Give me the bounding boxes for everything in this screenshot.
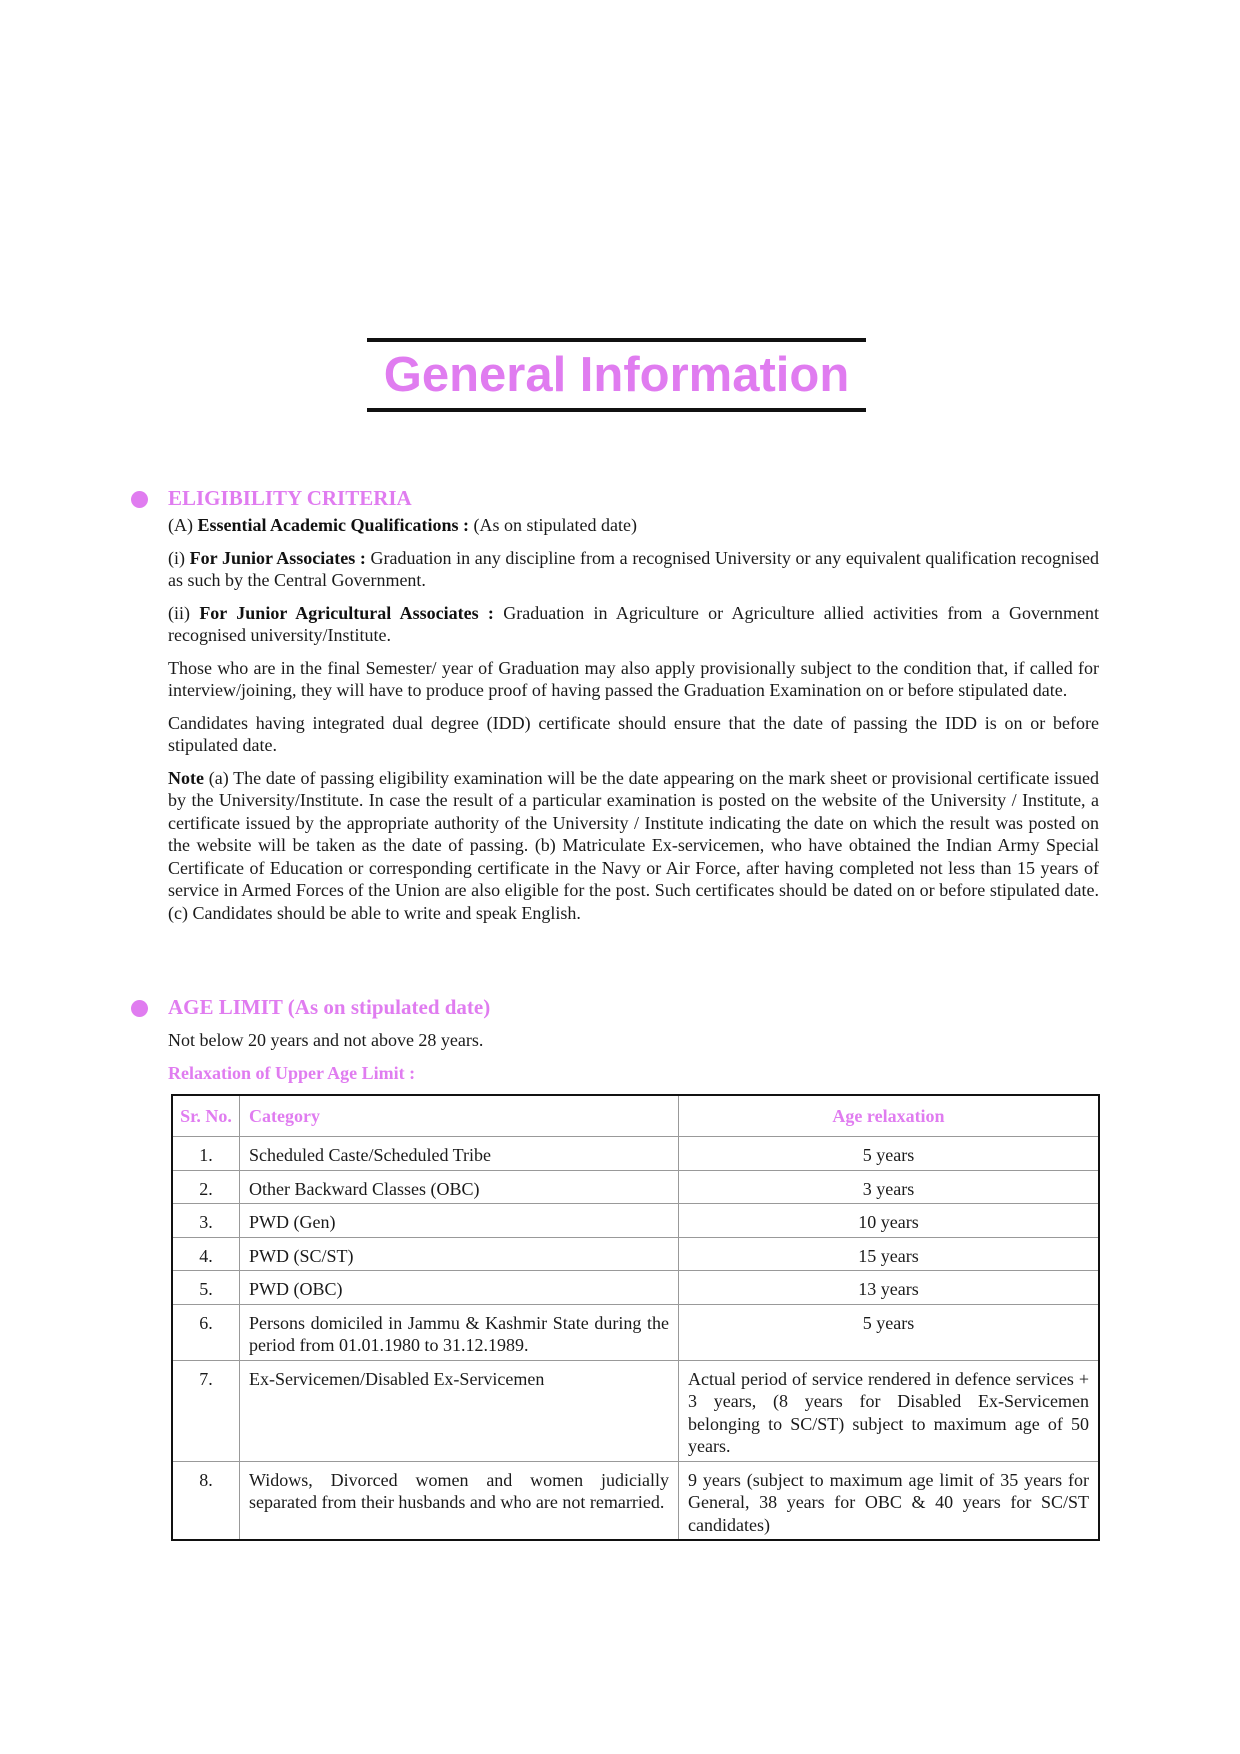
cell-sr-no: 4. <box>172 1237 240 1271</box>
table-row <box>172 1271 1099 1305</box>
item-prefix: (i) <box>168 547 190 568</box>
age-limit-heading: AGE LIMIT (As on stipulated date) <box>168 995 491 1019</box>
header-age-relaxation: Age relaxation <box>679 1095 1100 1137</box>
table-row <box>172 1204 1099 1238</box>
cell-relaxation: 9 years (subject to maximum age limit of 35 years for General, 38 years for OBC & 40 years for SC/ST candidates) <box>688 1469 1089 1535</box>
cell-sr-no: 5. <box>172 1271 240 1305</box>
table-row <box>172 1237 1099 1271</box>
table-row <box>172 1304 1099 1360</box>
bullet-icon <box>131 491 148 508</box>
cell-sr-no: 6. <box>172 1304 240 1360</box>
qualification-label: Essential Academic Qualifications : <box>197 515 469 535</box>
cell-relaxation: 13 years <box>679 1271 1100 1305</box>
cell-category: Other Backward Classes (OBC) <box>240 1170 679 1204</box>
eligibility-heading: ELIGIBILITY CRITERIA <box>168 486 412 510</box>
cell-relaxation: 5 years <box>679 1137 1100 1171</box>
item-prefix: (ii) <box>168 602 200 623</box>
bullet-icon <box>131 1000 148 1017</box>
cell-sr-no: 3. <box>172 1204 240 1238</box>
page-title-block <box>367 338 866 412</box>
cell-sr-no: 2. <box>172 1170 240 1204</box>
cell-relaxation: Actual period of service rendered in defence services + 3 years, (8 years for Disabled Ex-Servicemen belonging to SC/ST) subject to maximum age of 50 years. <box>679 1360 1100 1461</box>
age-limit-text <box>168 1029 1099 1052</box>
cell-sr-no: 1. <box>172 1137 240 1171</box>
title-top-rule <box>367 338 866 342</box>
cell-relaxation: 15 years <box>679 1237 1100 1271</box>
cell-category: PWD (Gen) <box>240 1204 679 1238</box>
item-label: For Junior Associates : <box>189 547 366 568</box>
note-text: (a) The date of passing eligibility examination will be the date appearing on the mark sheet or provisional certificate issued by the University/Institute. In case the result of a particular examination is posted on the website of the University / Institute, a certificate issued by the appropriate authority of the University / Institute indicating the date on which the result was posted on the website will be taken as the date of passing. (b) Matriculate Ex-servicemen, who have obtained the Indian Army Special Certificate of Education or corresponding certificate in the Navy or Air Force, after having completed not less than 15 years of service in Armed Forces of the Union are also eligible for the post. Such certificates should be dated on or before stipulated date. (c) Candidates should be able to write and speak English. <box>168 767 1099 923</box>
cell-sr-no: 7. <box>172 1360 240 1461</box>
table-row <box>172 1461 1099 1540</box>
cell-category: PWD (SC/ST) <box>240 1237 679 1271</box>
item-label: For Junior Agricultural Associates : <box>199 602 494 623</box>
cell-relaxation: 5 years <box>679 1304 1100 1360</box>
cell-category: Scheduled Caste/Scheduled Tribe <box>240 1137 679 1171</box>
cell-category: Widows, Divorced women and women judicially separated from their husbands and who are not remarried. <box>240 1461 679 1540</box>
junior-associates-item <box>168 547 1099 592</box>
note-paragraph <box>168 767 1099 925</box>
table-row <box>172 1170 1099 1204</box>
page-title: General Information <box>383 348 850 402</box>
table-row <box>172 1137 1099 1171</box>
item-text: Graduation in Agriculture or Agriculture allied activities from a Government recognised university/Institute. <box>168 602 1099 645</box>
eligibility-content <box>168 514 1099 924</box>
header-category: Category <box>240 1095 679 1137</box>
relaxation-heading: Relaxation of Upper Age Limit : <box>168 1063 416 1083</box>
table-row <box>172 1360 1099 1461</box>
cell-category: Ex-Servicemen/Disabled Ex-Servicemen <box>240 1360 679 1461</box>
cell-sr-no: 8. <box>172 1461 240 1540</box>
cell-relaxation: 10 years <box>679 1204 1100 1238</box>
idd-paragraph: Candidates having integrated dual degree (IDD) certificate should ensure that the date of passing the IDD is on or before stipulated date. <box>168 712 1099 755</box>
qualification-prefix: (A) <box>168 515 198 535</box>
age-relaxation-table <box>171 1094 1100 1541</box>
table-header-row <box>172 1095 1099 1137</box>
item-text: Graduation in any discipline from a recognised University or any equivalent qualification recognised as such by the Central Government. <box>168 547 1099 590</box>
cell-relaxation: 3 years <box>679 1170 1100 1204</box>
cell-category: Persons domiciled in Jammu & Kashmir State during the period from 01.01.1980 to 31.12.1989. <box>240 1304 679 1360</box>
note-label: Note <box>168 767 204 788</box>
age-limit-statement: Not below 20 years and not above 28 years. <box>168 1030 484 1050</box>
qualification-line <box>168 514 1099 537</box>
cell-category: PWD (OBC) <box>240 1271 679 1305</box>
junior-agri-associates-item <box>168 602 1099 647</box>
title-bottom-rule <box>367 408 866 412</box>
qualification-suffix: (As on stipulated date) <box>469 515 637 535</box>
header-sr-no: Sr. No. <box>172 1095 240 1137</box>
final-semester-paragraph: Those who are in the final Semester/ year of Graduation may also apply provisionally subject to the condition that, if called for interview/joining, they will have to produce proof of having passed the Graduation Examination on or before stipulated date. <box>168 657 1099 700</box>
